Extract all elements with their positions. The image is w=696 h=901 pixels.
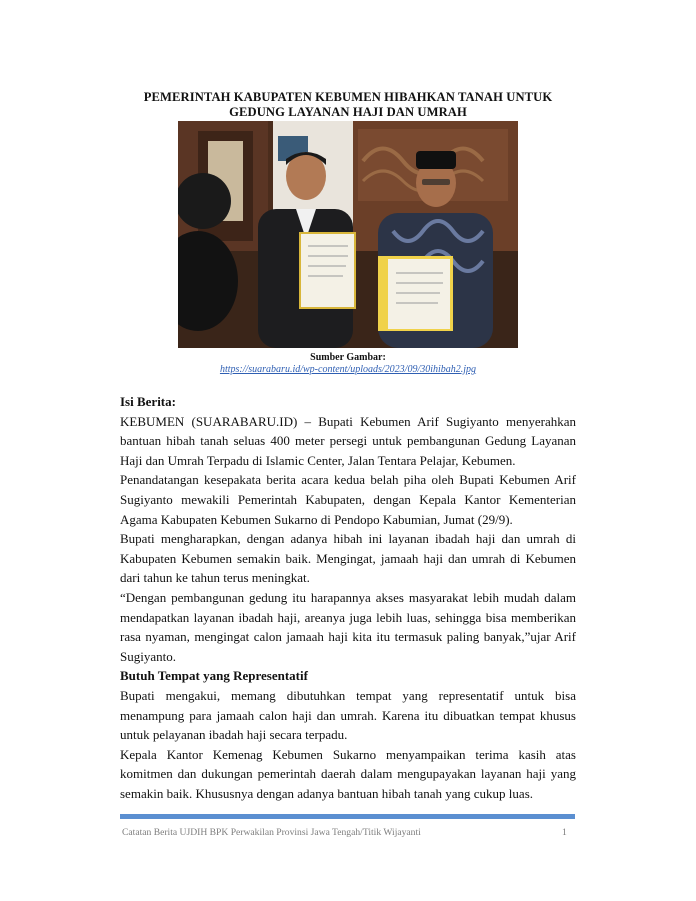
footer-divider [120, 814, 575, 819]
paragraph: Bupati mengharapkan, dengan adanya hibah ini layanan ibadah haji dan umrah di Kabupaten Kebumen semakin baik. Mengingat, jamaah haji dan umrah di Kebumen dari tahun ke tahun terus meningkat. [120, 531, 576, 586]
article-title [120, 90, 576, 120]
paragraph: “Dengan pembangunan gedung itu harapannya akses masyarakat lebih mudah dalam mendapatkan layanan ibadah haji, areanya juga lebih luas, sehingga bisa memberikan rasa nyaman, mengingat calon jamaah haji kita itu termasuk paling banyak,”ujar Arif Sugiyanto. [120, 589, 576, 664]
paragraph: Kepala Kantor Kemenag Kebumen Sukarno menyampaikan terima kasih atas komitmen dan dukungan pemerintah daerah dalam mengupayakan layanan haji yang semakin baik. Khususnya dengan adanya bantuan hibah tanah yang cukup luas. [120, 746, 576, 801]
section-heading: Isi Berita: [120, 394, 176, 409]
article-body [120, 392, 576, 803]
footer-text: Catatan Berita UJDIH BPK Perwakilan Provinsi Jawa Tengah/Titik Wijayanti [122, 827, 421, 838]
subheading: Butuh Tempat yang Representatif [120, 668, 308, 684]
image-source-label: Sumber Gambar: [310, 352, 386, 363]
news-photo-illustration [178, 121, 518, 348]
image-source-link[interactable]: https://suarabaru.id/wp-content/uploads/2023/09/30ihibah2.jpg [219, 364, 477, 375]
title-line-1: PEMERINTAH KABUPATEN KEBUMEN HIBAHKAN TANAH UNTUK [143, 90, 553, 104]
paragraph: Bupati mengakui, memang dibutuhkan tempat yang representatif untuk bisa menampung para jamaah calon haji dan umrah. Karena itu dibuatkan tempat khusus untuk pelayanan ibadah haji secara terpadu. [120, 687, 576, 743]
title-line-2: GEDUNG LAYANAN HAJI DAN UMRAH [229, 105, 467, 119]
news-photo [178, 121, 518, 348]
paragraph: Penandatangan kesepakata berita acara kedua belah piha oleh Bupati Kebumen Arif Sugiyanto mewakili Pemerintah Kabupaten, dengan Kepala Kantor Kementerian Agama Kabupaten Kebumen Sukarno di Pendopo Kabumian, Jumat (29/9). [120, 472, 576, 527]
page-number: 1 [562, 827, 567, 838]
paragraph: KEBUMEN (SUARABARU.ID) – Bupati Kebumen Arif Sugiyanto menyerahkan bantuan hibah tanah seluas 400 meter persegi untuk pembangunan Gedung Layanan Haji dan Umrah Terpadu di Islamic Center, Jalan Tentara Pelajar, Kebumen. [120, 413, 576, 468]
